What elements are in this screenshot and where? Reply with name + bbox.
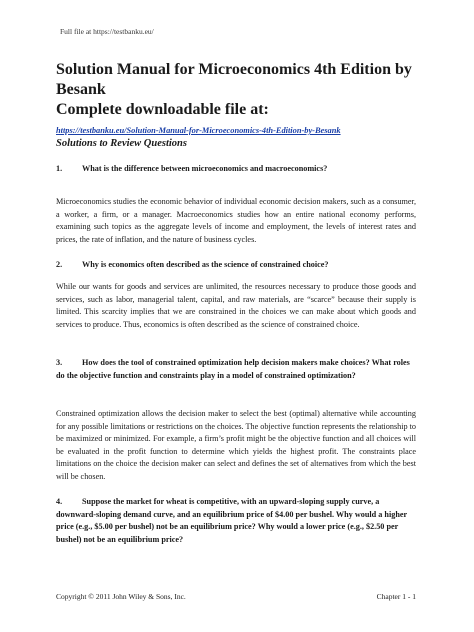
question-text: What is the difference between microeconomics and macroeconomics? <box>82 164 328 173</box>
question-4 <box>56 496 416 546</box>
page-footer <box>56 592 416 601</box>
question-1 <box>56 163 416 176</box>
document-subtitle: Complete downloadable file at: <box>56 101 269 118</box>
answer-2: While our wants for goods and services are unlimited, the resources necessary to produce those goods and services, such as labor, managerial talent, capital, and raw materials, are “scarce” because their supply is limited. This scarcity implies that we are constrained in the choices we can make about which goods and services to produce. Thus, economics is often described as the science of constrained choice. <box>56 282 416 329</box>
question-number: 4. <box>56 497 63 506</box>
document-title: Solution Manual for Microeconomics 4th Edition by Besank <box>56 61 412 98</box>
question-2 <box>56 259 416 272</box>
section-title: Solutions to Review Questions <box>56 138 187 149</box>
question-text: Suppose the market for wheat is competitive, with an upward-sloping supply curve, a downward-sloping demand curve, and an equilibrium price of $4.00 per bushel. Why would a higher price (e.g., $5.00 per bushel) not be an equilibrium price? Why would a lower price (e.g., $2.50 per bushel) not be an equilibrium price? <box>56 497 407 544</box>
source-note: Full file at https://testbanku.eu/ <box>60 27 154 36</box>
question-text: How does the tool of constrained optimization help decision makers make choices? What roles do the objective function and constraints play in a model of constrained optimization? <box>56 358 410 380</box>
question-text: Why is economics often described as the science of constrained choice? <box>82 260 329 269</box>
answer-1: Microeconomics studies the economic behavior of individual economic decision makers, such as a consumer, a worker, a firm, or a manager. Macroeconomics studies how an entire national economy performs, examining such topics as the aggregate levels of income and employment, the levels of interest rates and prices, the rate of inflation, and the nature of business cycles. <box>56 197 416 244</box>
page-number: Chapter 1 - 1 <box>376 592 416 601</box>
question-number: 2. <box>56 260 63 269</box>
question-number: 3. <box>56 358 63 367</box>
question-number: 1. <box>56 164 63 173</box>
download-link[interactable]: https://testbanku.eu/Solution-Manual-for-Microeconomics-4th-Edition-by-Besank <box>56 126 341 135</box>
answer-3: Constrained optimization allows the decision maker to select the best (optimal) alternative while accounting for any possible limitations or restrictions on the choices. The objective function represents the relationship to be maximized or minimized. For example, a firm’s profit might be the objective function and all choices will be evaluated in the profit function to determine which yields the highest profit. The constraints place limitations on the choice the decision maker can select and defines the set of alternatives from which the best will be chosen. <box>56 409 417 481</box>
question-3 <box>56 357 416 382</box>
copyright-text: Copyright © 2011 John Wiley & Sons, Inc. <box>56 592 186 601</box>
